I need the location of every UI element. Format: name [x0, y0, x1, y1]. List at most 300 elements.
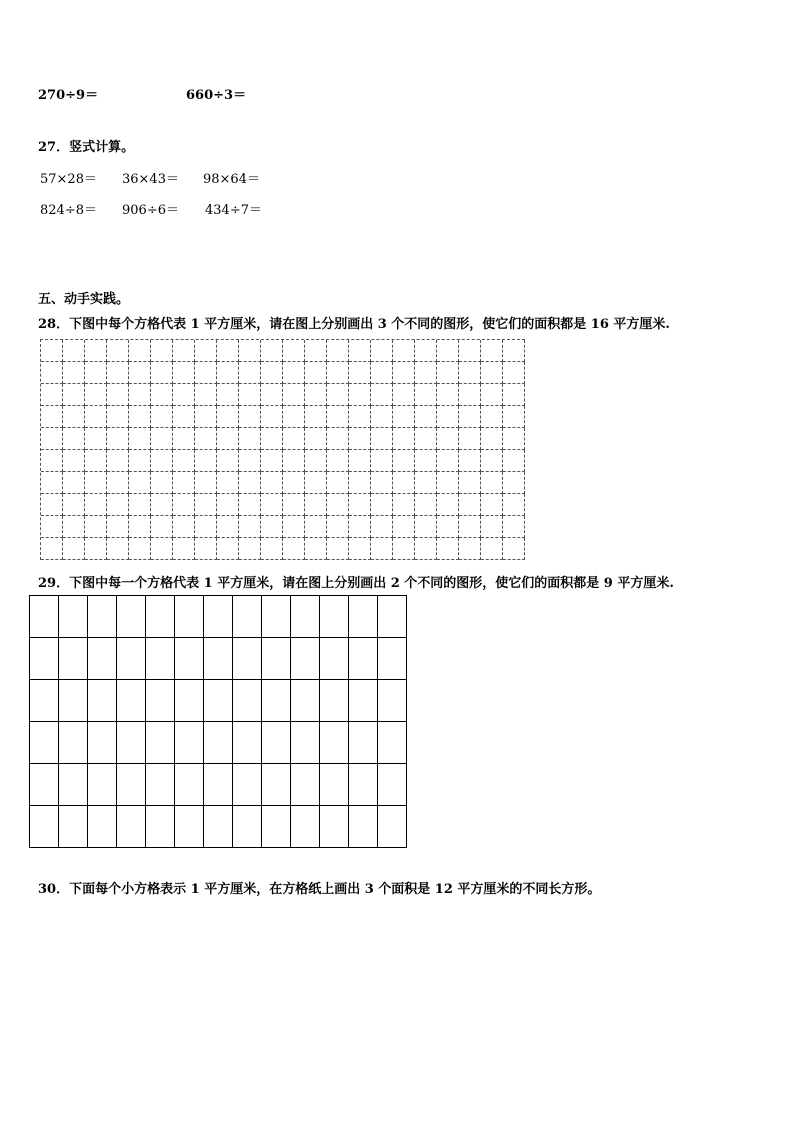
grid-cell[interactable]: [217, 450, 239, 472]
grid-cell[interactable]: [233, 764, 262, 806]
grid-cell[interactable]: [261, 406, 283, 428]
grid-cell[interactable]: [503, 340, 525, 362]
grid-cell[interactable]: [415, 428, 437, 450]
grid-cell[interactable]: [459, 340, 481, 362]
grid-cell[interactable]: [63, 428, 85, 450]
grid-cell[interactable]: [41, 516, 63, 538]
grid-cell[interactable]: [320, 596, 349, 638]
grid-cell[interactable]: [349, 538, 371, 560]
grid-cell[interactable]: [217, 516, 239, 538]
grid-cell[interactable]: [262, 638, 291, 680]
grid-cell[interactable]: [175, 764, 204, 806]
grid-cell[interactable]: [204, 680, 233, 722]
grid-cell[interactable]: [85, 538, 107, 560]
grid-cell[interactable]: [371, 516, 393, 538]
grid-cell[interactable]: [41, 340, 63, 362]
grid-cell[interactable]: [63, 340, 85, 362]
grid-cell[interactable]: [305, 406, 327, 428]
grid-cell[interactable]: [327, 516, 349, 538]
grid-cell[interactable]: [85, 428, 107, 450]
grid-cell[interactable]: [195, 340, 217, 362]
grid-cell[interactable]: [283, 516, 305, 538]
grid-cell[interactable]: [195, 384, 217, 406]
grid-cell[interactable]: [437, 450, 459, 472]
grid-cell[interactable]: [129, 384, 151, 406]
grid-cell[interactable]: [291, 722, 320, 764]
grid-cell[interactable]: [305, 494, 327, 516]
grid-cell[interactable]: [349, 764, 378, 806]
grid-cell[interactable]: [88, 806, 117, 848]
grid-cell[interactable]: [459, 362, 481, 384]
grid-cell[interactable]: [30, 680, 59, 722]
grid-cell[interactable]: [291, 764, 320, 806]
grid-cell[interactable]: [88, 764, 117, 806]
grid-cell[interactable]: [107, 516, 129, 538]
grid-cell[interactable]: [503, 516, 525, 538]
grid-cell[interactable]: [195, 450, 217, 472]
grid-cell[interactable]: [415, 450, 437, 472]
grid-cell[interactable]: [117, 764, 146, 806]
grid-cell[interactable]: [327, 384, 349, 406]
grid-cell[interactable]: [151, 450, 173, 472]
grid-cell[interactable]: [217, 538, 239, 560]
grid-cell[interactable]: [481, 362, 503, 384]
grid-cell[interactable]: [59, 806, 88, 848]
grid-cell[interactable]: [204, 722, 233, 764]
grid-cell[interactable]: [85, 516, 107, 538]
grid-cell[interactable]: [349, 362, 371, 384]
grid-cell[interactable]: [173, 450, 195, 472]
grid-cell[interactable]: [151, 516, 173, 538]
grid-cell[interactable]: [262, 680, 291, 722]
grid-cell[interactable]: [63, 406, 85, 428]
grid-cell[interactable]: [173, 516, 195, 538]
grid-cell[interactable]: [173, 428, 195, 450]
grid-cell[interactable]: [437, 384, 459, 406]
grid-cell[interactable]: [239, 538, 261, 560]
grid-cell[interactable]: [59, 638, 88, 680]
grid-cell[interactable]: [349, 638, 378, 680]
grid-cell[interactable]: [503, 494, 525, 516]
grid-cell[interactable]: [349, 494, 371, 516]
grid-cell[interactable]: [371, 450, 393, 472]
grid-cell[interactable]: [107, 406, 129, 428]
grid-cell[interactable]: [393, 428, 415, 450]
q29-solid-grid[interactable]: [29, 595, 407, 848]
grid-cell[interactable]: [261, 538, 283, 560]
grid-cell[interactable]: [459, 494, 481, 516]
grid-cell[interactable]: [151, 384, 173, 406]
grid-cell[interactable]: [262, 596, 291, 638]
grid-cell[interactable]: [503, 384, 525, 406]
grid-cell[interactable]: [481, 428, 503, 450]
grid-cell[interactable]: [327, 340, 349, 362]
grid-cell[interactable]: [261, 494, 283, 516]
grid-cell[interactable]: [107, 472, 129, 494]
grid-cell[interactable]: [459, 406, 481, 428]
grid-cell[interactable]: [320, 638, 349, 680]
grid-cell[interactable]: [204, 806, 233, 848]
grid-cell[interactable]: [481, 450, 503, 472]
grid-cell[interactable]: [233, 638, 262, 680]
grid-cell[interactable]: [195, 362, 217, 384]
grid-cell[interactable]: [371, 472, 393, 494]
grid-cell[interactable]: [30, 596, 59, 638]
grid-cell[interactable]: [239, 362, 261, 384]
grid-cell[interactable]: [239, 494, 261, 516]
grid-cell[interactable]: [261, 516, 283, 538]
grid-cell[interactable]: [239, 340, 261, 362]
grid-cell[interactable]: [393, 450, 415, 472]
grid-cell[interactable]: [415, 516, 437, 538]
grid-cell[interactable]: [239, 516, 261, 538]
grid-cell[interactable]: [261, 450, 283, 472]
grid-cell[interactable]: [85, 362, 107, 384]
grid-cell[interactable]: [129, 362, 151, 384]
grid-cell[interactable]: [117, 722, 146, 764]
grid-cell[interactable]: [63, 362, 85, 384]
grid-cell[interactable]: [261, 428, 283, 450]
grid-cell[interactable]: [261, 340, 283, 362]
grid-cell[interactable]: [415, 472, 437, 494]
grid-cell[interactable]: [283, 406, 305, 428]
grid-cell[interactable]: [305, 538, 327, 560]
grid-cell[interactable]: [30, 722, 59, 764]
grid-cell[interactable]: [85, 384, 107, 406]
grid-cell[interactable]: [327, 472, 349, 494]
grid-cell[interactable]: [195, 406, 217, 428]
grid-cell[interactable]: [349, 806, 378, 848]
grid-cell[interactable]: [327, 428, 349, 450]
grid-cell[interactable]: [85, 494, 107, 516]
grid-cell[interactable]: [437, 472, 459, 494]
grid-cell[interactable]: [107, 538, 129, 560]
grid-cell[interactable]: [173, 362, 195, 384]
grid-cell[interactable]: [217, 362, 239, 384]
grid-cell[interactable]: [261, 362, 283, 384]
grid-cell[interactable]: [239, 450, 261, 472]
grid-cell[interactable]: [30, 806, 59, 848]
grid-cell[interactable]: [233, 596, 262, 638]
grid-cell[interactable]: [393, 384, 415, 406]
grid-cell[interactable]: [371, 362, 393, 384]
grid-cell[interactable]: [262, 806, 291, 848]
grid-cell[interactable]: [415, 406, 437, 428]
grid-cell[interactable]: [503, 406, 525, 428]
grid-cell[interactable]: [320, 680, 349, 722]
grid-cell[interactable]: [175, 722, 204, 764]
grid-cell[interactable]: [371, 494, 393, 516]
grid-cell[interactable]: [437, 516, 459, 538]
grid-cell[interactable]: [371, 384, 393, 406]
grid-cell[interactable]: [371, 406, 393, 428]
grid-cell[interactable]: [204, 638, 233, 680]
grid-cell[interactable]: [88, 722, 117, 764]
grid-cell[interactable]: [393, 538, 415, 560]
grid-cell[interactable]: [305, 384, 327, 406]
grid-cell[interactable]: [437, 494, 459, 516]
grid-cell[interactable]: [349, 472, 371, 494]
grid-cell[interactable]: [481, 494, 503, 516]
grid-cell[interactable]: [437, 362, 459, 384]
grid-cell[interactable]: [349, 450, 371, 472]
grid-cell[interactable]: [262, 764, 291, 806]
grid-cell[interactable]: [30, 638, 59, 680]
grid-cell[interactable]: [195, 428, 217, 450]
grid-cell[interactable]: [239, 406, 261, 428]
grid-cell[interactable]: [481, 472, 503, 494]
grid-cell[interactable]: [217, 472, 239, 494]
grid-cell[interactable]: [107, 384, 129, 406]
grid-cell[interactable]: [146, 638, 175, 680]
grid-cell[interactable]: [129, 340, 151, 362]
grid-cell[interactable]: [305, 516, 327, 538]
grid-cell[interactable]: [129, 516, 151, 538]
grid-cell[interactable]: [88, 596, 117, 638]
grid-cell[interactable]: [320, 764, 349, 806]
grid-cell[interactable]: [291, 638, 320, 680]
grid-cell[interactable]: [173, 494, 195, 516]
grid-cell[interactable]: [261, 384, 283, 406]
grid-cell[interactable]: [217, 384, 239, 406]
grid-cell[interactable]: [107, 362, 129, 384]
grid-cell[interactable]: [107, 428, 129, 450]
grid-cell[interactable]: [349, 428, 371, 450]
grid-cell[interactable]: [146, 680, 175, 722]
grid-cell[interactable]: [503, 428, 525, 450]
grid-cell[interactable]: [459, 384, 481, 406]
grid-cell[interactable]: [291, 596, 320, 638]
grid-cell[interactable]: [151, 406, 173, 428]
grid-cell[interactable]: [41, 362, 63, 384]
grid-cell[interactable]: [117, 680, 146, 722]
grid-cell[interactable]: [459, 472, 481, 494]
grid-cell[interactable]: [129, 406, 151, 428]
grid-cell[interactable]: [283, 362, 305, 384]
grid-cell[interactable]: [415, 362, 437, 384]
grid-cell[interactable]: [459, 428, 481, 450]
grid-cell[interactable]: [107, 494, 129, 516]
grid-cell[interactable]: [305, 428, 327, 450]
grid-cell[interactable]: [85, 450, 107, 472]
grid-cell[interactable]: [117, 596, 146, 638]
grid-cell[interactable]: [305, 450, 327, 472]
grid-cell[interactable]: [481, 340, 503, 362]
grid-cell[interactable]: [204, 596, 233, 638]
grid-cell[interactable]: [393, 472, 415, 494]
grid-cell[interactable]: [283, 472, 305, 494]
grid-cell[interactable]: [146, 764, 175, 806]
grid-cell[interactable]: [459, 516, 481, 538]
grid-cell[interactable]: [415, 340, 437, 362]
grid-cell[interactable]: [41, 538, 63, 560]
grid-cell[interactable]: [349, 406, 371, 428]
grid-cell[interactable]: [41, 428, 63, 450]
grid-cell[interactable]: [30, 764, 59, 806]
grid-cell[interactable]: [503, 362, 525, 384]
grid-cell[interactable]: [233, 680, 262, 722]
grid-cell[interactable]: [217, 494, 239, 516]
grid-cell[interactable]: [437, 538, 459, 560]
grid-cell[interactable]: [129, 494, 151, 516]
grid-cell[interactable]: [129, 428, 151, 450]
grid-cell[interactable]: [63, 538, 85, 560]
grid-cell[interactable]: [349, 516, 371, 538]
grid-cell[interactable]: [459, 450, 481, 472]
grid-cell[interactable]: [217, 428, 239, 450]
grid-cell[interactable]: [195, 538, 217, 560]
grid-cell[interactable]: [481, 538, 503, 560]
grid-cell[interactable]: [378, 680, 407, 722]
grid-cell[interactable]: [59, 722, 88, 764]
grid-cell[interactable]: [437, 340, 459, 362]
grid-cell[interactable]: [129, 472, 151, 494]
grid-cell[interactable]: [195, 516, 217, 538]
grid-cell[interactable]: [175, 638, 204, 680]
grid-cell[interactable]: [88, 638, 117, 680]
q28-dashed-grid[interactable]: [40, 339, 525, 560]
grid-cell[interactable]: [59, 764, 88, 806]
grid-cell[interactable]: [129, 450, 151, 472]
grid-cell[interactable]: [59, 680, 88, 722]
grid-cell[interactable]: [378, 638, 407, 680]
grid-cell[interactable]: [107, 340, 129, 362]
grid-cell[interactable]: [393, 362, 415, 384]
grid-cell[interactable]: [151, 340, 173, 362]
grid-cell[interactable]: [233, 806, 262, 848]
grid-cell[interactable]: [378, 596, 407, 638]
grid-cell[interactable]: [85, 406, 107, 428]
grid-cell[interactable]: [378, 764, 407, 806]
grid-cell[interactable]: [151, 494, 173, 516]
grid-cell[interactable]: [41, 494, 63, 516]
grid-cell[interactable]: [283, 384, 305, 406]
grid-cell[interactable]: [63, 450, 85, 472]
grid-cell[interactable]: [63, 472, 85, 494]
grid-cell[interactable]: [41, 406, 63, 428]
grid-cell[interactable]: [503, 450, 525, 472]
grid-cell[interactable]: [327, 494, 349, 516]
grid-cell[interactable]: [393, 494, 415, 516]
grid-cell[interactable]: [327, 406, 349, 428]
grid-cell[interactable]: [327, 362, 349, 384]
grid-cell[interactable]: [327, 450, 349, 472]
grid-cell[interactable]: [481, 384, 503, 406]
grid-cell[interactable]: [503, 538, 525, 560]
grid-cell[interactable]: [349, 596, 378, 638]
grid-cell[interactable]: [175, 680, 204, 722]
grid-cell[interactable]: [393, 406, 415, 428]
grid-cell[interactable]: [239, 428, 261, 450]
grid-cell[interactable]: [175, 596, 204, 638]
grid-cell[interactable]: [173, 472, 195, 494]
grid-cell[interactable]: [261, 472, 283, 494]
grid-cell[interactable]: [415, 494, 437, 516]
grid-cell[interactable]: [393, 516, 415, 538]
grid-cell[interactable]: [195, 494, 217, 516]
grid-cell[interactable]: [217, 406, 239, 428]
grid-cell[interactable]: [349, 340, 371, 362]
grid-cell[interactable]: [41, 472, 63, 494]
grid-cell[interactable]: [327, 538, 349, 560]
grid-cell[interactable]: [459, 538, 481, 560]
grid-cell[interactable]: [107, 450, 129, 472]
grid-cell[interactable]: [88, 680, 117, 722]
grid-cell[interactable]: [146, 806, 175, 848]
grid-cell[interactable]: [85, 340, 107, 362]
grid-cell[interactable]: [283, 428, 305, 450]
grid-cell[interactable]: [349, 384, 371, 406]
grid-cell[interactable]: [117, 806, 146, 848]
grid-cell[interactable]: [173, 340, 195, 362]
grid-cell[interactable]: [291, 806, 320, 848]
grid-cell[interactable]: [117, 638, 146, 680]
grid-cell[interactable]: [320, 722, 349, 764]
grid-cell[interactable]: [239, 472, 261, 494]
grid-cell[interactable]: [233, 722, 262, 764]
grid-cell[interactable]: [173, 406, 195, 428]
grid-cell[interactable]: [283, 538, 305, 560]
grid-cell[interactable]: [437, 428, 459, 450]
grid-cell[interactable]: [393, 340, 415, 362]
grid-cell[interactable]: [204, 764, 233, 806]
grid-cell[interactable]: [349, 722, 378, 764]
grid-cell[interactable]: [217, 340, 239, 362]
grid-cell[interactable]: [63, 516, 85, 538]
grid-cell[interactable]: [305, 472, 327, 494]
grid-cell[interactable]: [320, 806, 349, 848]
grid-cell[interactable]: [59, 596, 88, 638]
grid-cell[interactable]: [146, 596, 175, 638]
grid-cell[interactable]: [291, 680, 320, 722]
grid-cell[interactable]: [481, 406, 503, 428]
grid-cell[interactable]: [151, 428, 173, 450]
grid-cell[interactable]: [371, 538, 393, 560]
grid-cell[interactable]: [415, 538, 437, 560]
grid-cell[interactable]: [151, 362, 173, 384]
grid-cell[interactable]: [239, 384, 261, 406]
grid-cell[interactable]: [129, 538, 151, 560]
grid-cell[interactable]: [378, 722, 407, 764]
grid-cell[interactable]: [371, 428, 393, 450]
grid-cell[interactable]: [41, 450, 63, 472]
grid-cell[interactable]: [283, 494, 305, 516]
grid-cell[interactable]: [63, 384, 85, 406]
grid-cell[interactable]: [305, 362, 327, 384]
grid-cell[interactable]: [283, 450, 305, 472]
grid-cell[interactable]: [305, 340, 327, 362]
grid-cell[interactable]: [437, 406, 459, 428]
grid-cell[interactable]: [371, 340, 393, 362]
grid-cell[interactable]: [151, 538, 173, 560]
grid-cell[interactable]: [63, 494, 85, 516]
grid-cell[interactable]: [503, 472, 525, 494]
grid-cell[interactable]: [283, 340, 305, 362]
grid-cell[interactable]: [146, 722, 175, 764]
grid-cell[interactable]: [173, 538, 195, 560]
grid-cell[interactable]: [415, 384, 437, 406]
grid-cell[interactable]: [41, 384, 63, 406]
grid-cell[interactable]: [85, 472, 107, 494]
grid-cell[interactable]: [173, 384, 195, 406]
grid-cell[interactable]: [262, 722, 291, 764]
grid-cell[interactable]: [349, 680, 378, 722]
grid-cell[interactable]: [151, 472, 173, 494]
grid-cell[interactable]: [378, 806, 407, 848]
grid-cell[interactable]: [481, 516, 503, 538]
grid-cell[interactable]: [195, 472, 217, 494]
grid-cell[interactable]: [175, 806, 204, 848]
